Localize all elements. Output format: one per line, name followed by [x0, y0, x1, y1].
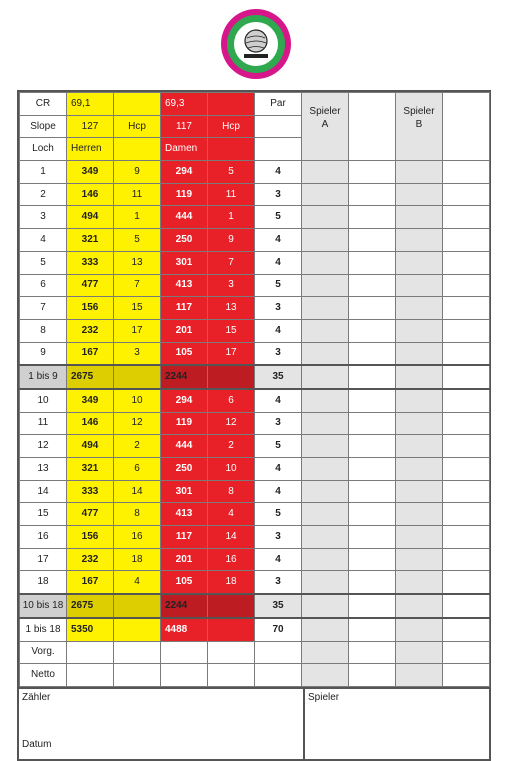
hole-number: 11	[20, 412, 67, 435]
spieler-b-score-cell[interactable]	[396, 251, 443, 274]
damen-distance: 201	[161, 319, 208, 342]
damen-hcp: 9	[208, 229, 255, 252]
spieler-a-extra-cell[interactable]	[349, 618, 396, 641]
hole-number: 2	[20, 183, 67, 206]
damen-distance: 105	[161, 571, 208, 594]
spieler-a-score-cell[interactable]	[302, 571, 349, 594]
spieler-b-extra-cell[interactable]	[443, 206, 490, 229]
hole-par: 3	[255, 571, 302, 594]
damen-subtotal: 2244	[161, 594, 208, 618]
damen-hcp-label: Hcp	[208, 115, 255, 138]
spieler-b-score-cell[interactable]	[396, 480, 443, 503]
netto-row-cell[interactable]	[208, 664, 255, 687]
spieler-b-extra-cell[interactable]	[443, 458, 490, 481]
hole-row	[20, 206, 490, 229]
herren-slope: 127	[67, 115, 114, 138]
hole-par: 5	[255, 206, 302, 229]
vorgabe-row-cell[interactable]	[302, 641, 349, 664]
spieler-b-score-cell[interactable]	[396, 503, 443, 526]
spieler-a-score-cell[interactable]	[302, 503, 349, 526]
damen-distance: 250	[161, 229, 208, 252]
hole-par: 3	[255, 183, 302, 206]
hole-par: 4	[255, 480, 302, 503]
herren-distance: 349	[67, 161, 114, 184]
spieler-b-extra-cell[interactable]	[443, 548, 490, 571]
hole-row	[20, 319, 490, 342]
hole-row	[20, 435, 490, 458]
damen-hcp: 5	[208, 161, 255, 184]
spieler-a-extra-cell[interactable]	[349, 229, 396, 252]
vorgabe-row-cell[interactable]	[161, 641, 208, 664]
spieler-a-extra-cell[interactable]	[349, 412, 396, 435]
damen-label: Damen	[161, 138, 208, 161]
hole-par: 4	[255, 319, 302, 342]
spieler-a-score-cell[interactable]	[302, 389, 349, 412]
damen-hcp: 2	[208, 435, 255, 458]
damen-distance: 413	[161, 274, 208, 297]
netto-row-label: Netto	[20, 664, 67, 687]
subtotal-label: 1 bis 18	[20, 618, 67, 641]
netto-row-cell[interactable]	[161, 664, 208, 687]
damen-hcp: 18	[208, 571, 255, 594]
herren-hcp-label: Hcp	[114, 115, 161, 138]
spieler-a-extra-cell[interactable]	[349, 365, 396, 389]
herren-cr: 69,1	[67, 93, 114, 116]
spieler-b-extra-cell[interactable]	[443, 274, 490, 297]
netto-row-cell[interactable]	[349, 664, 396, 687]
herren-hcp: 11	[114, 183, 161, 206]
marker-signature-area[interactable]	[19, 689, 305, 759]
datum-label: Datum	[22, 738, 52, 750]
damen-distance: 413	[161, 503, 208, 526]
scorecard	[17, 90, 491, 761]
spieler-a-extra-cell[interactable]	[349, 319, 396, 342]
damen-distance: 105	[161, 342, 208, 365]
vorgabe-row-cell[interactable]	[67, 641, 114, 664]
spieler-b-subtotal-cell[interactable]	[396, 618, 443, 641]
spieler-a-header: Spieler A	[302, 93, 349, 161]
spieler-b-score-cell[interactable]	[396, 319, 443, 342]
spieler-a-score-cell[interactable]	[302, 251, 349, 274]
spieler-a-score-cell[interactable]	[302, 480, 349, 503]
spieler-b-extra-cell[interactable]	[443, 571, 490, 594]
hole-row	[20, 297, 490, 320]
spieler-b-score-cell[interactable]	[396, 389, 443, 412]
hole-row	[20, 183, 490, 206]
spieler-a-extra-cell[interactable]	[349, 526, 396, 549]
herren-hcp: 18	[114, 548, 161, 571]
spieler-a-score-cell[interactable]	[302, 412, 349, 435]
spieler-b-extra-cell[interactable]	[443, 161, 490, 184]
spieler-a-score-cell[interactable]	[302, 161, 349, 184]
herren-hcp: 7	[114, 274, 161, 297]
hole-number: 10	[20, 389, 67, 412]
spieler-b-score-cell[interactable]	[396, 297, 443, 320]
spieler-b-score-cell[interactable]	[396, 342, 443, 365]
spieler-b-score-cell[interactable]	[396, 548, 443, 571]
herren-distance: 349	[67, 389, 114, 412]
hole-number: 3	[20, 206, 67, 229]
hole-row	[20, 503, 490, 526]
spieler-a-extra-cell[interactable]	[349, 435, 396, 458]
damen-cr: 69,3	[161, 93, 208, 116]
herren-hcp: 9	[114, 161, 161, 184]
spieler-b-score-cell[interactable]	[396, 206, 443, 229]
vorgabe-row-cell[interactable]	[255, 641, 302, 664]
spieler-b-score-cell[interactable]	[396, 161, 443, 184]
spieler-b-subtotal-cell[interactable]	[396, 365, 443, 389]
herren-subtotal: 5350	[67, 618, 114, 641]
par-subtotal: 35	[255, 594, 302, 618]
damen-slope: 117	[161, 115, 208, 138]
damen-hcp: 12	[208, 412, 255, 435]
spieler-a-extra-cell[interactable]	[349, 251, 396, 274]
vorgabe-row	[20, 641, 490, 664]
hole-par: 4	[255, 389, 302, 412]
herren-hcp: 17	[114, 319, 161, 342]
damen-hcp: 13	[208, 297, 255, 320]
hole-par: 4	[255, 229, 302, 252]
damen-distance: 301	[161, 251, 208, 274]
herren-hcp: 15	[114, 297, 161, 320]
spieler-a-subtotal-cell[interactable]	[302, 618, 349, 641]
spieler-b-score-cell[interactable]	[396, 435, 443, 458]
herren-distance: 333	[67, 251, 114, 274]
hole-number: 9	[20, 342, 67, 365]
spieler-b-extra-cell[interactable]	[443, 480, 490, 503]
hole-row	[20, 458, 490, 481]
hole-par: 5	[255, 503, 302, 526]
spieler-b-extra-cell[interactable]	[443, 412, 490, 435]
herren-hcp: 13	[114, 251, 161, 274]
spieler-a-score-cell[interactable]	[302, 229, 349, 252]
herren-hcp: 10	[114, 389, 161, 412]
spieler-a-extra-cell[interactable]	[349, 480, 396, 503]
spieler-b-extra-cell[interactable]	[443, 183, 490, 206]
hole-number: 17	[20, 548, 67, 571]
spieler-b-score-cell[interactable]	[396, 526, 443, 549]
signature-footer	[19, 687, 489, 759]
spieler-a-score-cell[interactable]	[302, 183, 349, 206]
spieler-b-extra-cell[interactable]	[443, 319, 490, 342]
spieler-a-score-cell[interactable]	[302, 342, 349, 365]
hole-par: 3	[255, 297, 302, 320]
cr-row	[20, 93, 490, 116]
slope-label: Slope	[20, 115, 67, 138]
hole-number: 5	[20, 251, 67, 274]
herren-distance: 156	[67, 297, 114, 320]
spieler-a-score-cell[interactable]	[302, 206, 349, 229]
herren-hcp: 14	[114, 480, 161, 503]
spieler-b-score-cell[interactable]	[396, 274, 443, 297]
herren-hcp: 6	[114, 458, 161, 481]
par-subtotal: 35	[255, 365, 302, 389]
hole-row	[20, 571, 490, 594]
hole-number: 16	[20, 526, 67, 549]
herren-distance: 321	[67, 458, 114, 481]
spieler-a-extra-cell[interactable]	[349, 389, 396, 412]
herren-label: Herren	[67, 138, 114, 161]
spieler-b-score-cell[interactable]	[396, 458, 443, 481]
herren-subtotal: 2675	[67, 365, 114, 389]
damen-hcp: 1	[208, 206, 255, 229]
spieler-a-extra-cell[interactable]	[349, 594, 396, 618]
netto-row-cell[interactable]	[255, 664, 302, 687]
spieler-b-extra-cell[interactable]	[443, 594, 490, 618]
subtotal-row-total	[20, 618, 490, 641]
par-subtotal: 70	[255, 618, 302, 641]
hole-par: 4	[255, 548, 302, 571]
spieler-b-extra-cell[interactable]	[443, 503, 490, 526]
zaehler-label: Zähler	[22, 691, 51, 703]
spieler-b-score-cell[interactable]	[396, 571, 443, 594]
damen-distance: 117	[161, 526, 208, 549]
hole-number: 7	[20, 297, 67, 320]
hole-par: 4	[255, 458, 302, 481]
vorgabe-row-cell[interactable]	[396, 641, 443, 664]
herren-hcp: 1	[114, 206, 161, 229]
loch-label: Loch	[20, 138, 67, 161]
spieler-a-score-cell[interactable]	[302, 319, 349, 342]
spieler-a-extra-cell[interactable]	[349, 342, 396, 365]
hole-row	[20, 526, 490, 549]
spieler-b-extra-cell[interactable]	[443, 229, 490, 252]
herren-subtotal: 2675	[67, 594, 114, 618]
spieler-label: Spieler	[308, 691, 340, 703]
subtotal-row-back	[20, 594, 490, 618]
netto-row-cell[interactable]	[443, 664, 490, 687]
damen-hcp: 16	[208, 548, 255, 571]
spieler-a-score-cell[interactable]	[302, 297, 349, 320]
vorgabe-row-cell[interactable]	[443, 641, 490, 664]
damen-hcp: 6	[208, 389, 255, 412]
damen-subtotal: 2244	[161, 365, 208, 389]
herren-distance: 146	[67, 412, 114, 435]
spieler-b-header: Spieler B	[396, 93, 443, 161]
spieler-a-extra-cell[interactable]	[349, 297, 396, 320]
vorgabe-row-cell[interactable]	[114, 641, 161, 664]
netto-row-cell[interactable]	[396, 664, 443, 687]
spieler-a-extra-cell[interactable]	[349, 161, 396, 184]
hole-number: 12	[20, 435, 67, 458]
hole-par: 3	[255, 412, 302, 435]
damen-distance: 294	[161, 389, 208, 412]
hole-par: 4	[255, 251, 302, 274]
herren-distance: 146	[67, 183, 114, 206]
hole-number: 13	[20, 458, 67, 481]
damen-hcp: 17	[208, 342, 255, 365]
herren-distance: 333	[67, 480, 114, 503]
damen-hcp: 11	[208, 183, 255, 206]
hole-number: 18	[20, 571, 67, 594]
spieler-b-extra-cell[interactable]	[443, 342, 490, 365]
spieler-b-score-cell[interactable]	[396, 183, 443, 206]
hole-row	[20, 274, 490, 297]
spieler-b-extra-cell[interactable]	[443, 389, 490, 412]
herren-hcp: 12	[114, 412, 161, 435]
hole-number: 1	[20, 161, 67, 184]
spieler-a-extra-cell[interactable]	[349, 503, 396, 526]
hole-row	[20, 412, 490, 435]
herren-hcp: 8	[114, 503, 161, 526]
spieler-a-extra-cell[interactable]	[349, 274, 396, 297]
damen-subtotal: 4488	[161, 618, 208, 641]
hole-row	[20, 251, 490, 274]
subtotal-label: 1 bis 9	[20, 365, 67, 389]
herren-distance: 156	[67, 526, 114, 549]
herren-distance: 477	[67, 503, 114, 526]
spieler-b-extra-cell[interactable]	[443, 297, 490, 320]
spieler-a-extra-cell[interactable]	[349, 458, 396, 481]
damen-hcp: 14	[208, 526, 255, 549]
spieler-b-extra-cell[interactable]	[443, 618, 490, 641]
hole-row	[20, 548, 490, 571]
spieler-a-extra-cell[interactable]	[349, 548, 396, 571]
herren-distance: 167	[67, 571, 114, 594]
spieler-a-subtotal-cell[interactable]	[302, 365, 349, 389]
hole-number: 15	[20, 503, 67, 526]
damen-distance: 250	[161, 458, 208, 481]
hole-par: 5	[255, 435, 302, 458]
damen-distance: 444	[161, 435, 208, 458]
herren-hcp: 3	[114, 342, 161, 365]
hole-number: 6	[20, 274, 67, 297]
spieler-a-score-cell[interactable]	[302, 435, 349, 458]
herren-distance: 494	[67, 435, 114, 458]
spieler-a-score-cell[interactable]	[302, 548, 349, 571]
spieler-a-extra-cell[interactable]	[349, 571, 396, 594]
spieler-a-score-cell[interactable]	[302, 526, 349, 549]
scorecard-table	[19, 92, 490, 687]
vorgabe-row-cell[interactable]	[208, 641, 255, 664]
herren-distance: 494	[67, 206, 114, 229]
subtotal-row-front	[20, 365, 490, 389]
damen-distance: 301	[161, 480, 208, 503]
spieler-a-score-cell[interactable]	[302, 274, 349, 297]
damen-distance: 444	[161, 206, 208, 229]
hole-par: 3	[255, 342, 302, 365]
herren-distance: 477	[67, 274, 114, 297]
damen-distance: 201	[161, 548, 208, 571]
spieler-a-extra-cell[interactable]	[349, 183, 396, 206]
netto-row-cell[interactable]	[114, 664, 161, 687]
damen-hcp: 10	[208, 458, 255, 481]
vorgabe-row-label: Vorg.	[20, 641, 67, 664]
hole-row	[20, 389, 490, 412]
spieler-b-extra-cell[interactable]	[443, 435, 490, 458]
par-label: Par	[255, 93, 302, 116]
herren-hcp: 16	[114, 526, 161, 549]
spieler-a-extra-cell[interactable]	[349, 206, 396, 229]
herren-hcp: 5	[114, 229, 161, 252]
spieler-b-extra-cell[interactable]	[443, 365, 490, 389]
spieler-a-score-cell[interactable]	[302, 458, 349, 481]
netto-row-cell[interactable]	[302, 664, 349, 687]
hole-number: 8	[20, 319, 67, 342]
spieler-b-extra-cell[interactable]	[443, 251, 490, 274]
hole-number: 14	[20, 480, 67, 503]
hole-par: 4	[255, 161, 302, 184]
hole-row	[20, 342, 490, 365]
herren-hcp: 4	[114, 571, 161, 594]
herren-distance: 167	[67, 342, 114, 365]
hole-row	[20, 161, 490, 184]
spieler-a-subtotal-cell[interactable]	[302, 594, 349, 618]
damen-hcp: 3	[208, 274, 255, 297]
netto-row	[20, 664, 490, 687]
hole-row	[20, 229, 490, 252]
damen-hcp: 7	[208, 251, 255, 274]
subtotal-label: 10 bis 18	[20, 594, 67, 618]
hole-par: 5	[255, 274, 302, 297]
hole-row	[20, 480, 490, 503]
herren-distance: 321	[67, 229, 114, 252]
damen-hcp: 15	[208, 319, 255, 342]
hole-number: 4	[20, 229, 67, 252]
cr-label: CR	[20, 93, 67, 116]
netto-row-cell[interactable]	[67, 664, 114, 687]
vorgabe-row-cell[interactable]	[349, 641, 396, 664]
herren-distance: 232	[67, 548, 114, 571]
damen-hcp: 4	[208, 503, 255, 526]
player-signature-area[interactable]	[305, 689, 489, 759]
spieler-b-score-cell[interactable]	[396, 229, 443, 252]
damen-distance: 119	[161, 183, 208, 206]
damen-hcp: 8	[208, 480, 255, 503]
damen-distance: 119	[161, 412, 208, 435]
damen-distance: 294	[161, 161, 208, 184]
herren-distance: 232	[67, 319, 114, 342]
damen-distance: 117	[161, 297, 208, 320]
spieler-b-extra-cell[interactable]	[443, 526, 490, 549]
spieler-b-score-cell[interactable]	[396, 412, 443, 435]
hole-par: 3	[255, 526, 302, 549]
herren-hcp: 2	[114, 435, 161, 458]
golf-club-logo	[220, 8, 292, 80]
spieler-b-subtotal-cell[interactable]	[396, 594, 443, 618]
